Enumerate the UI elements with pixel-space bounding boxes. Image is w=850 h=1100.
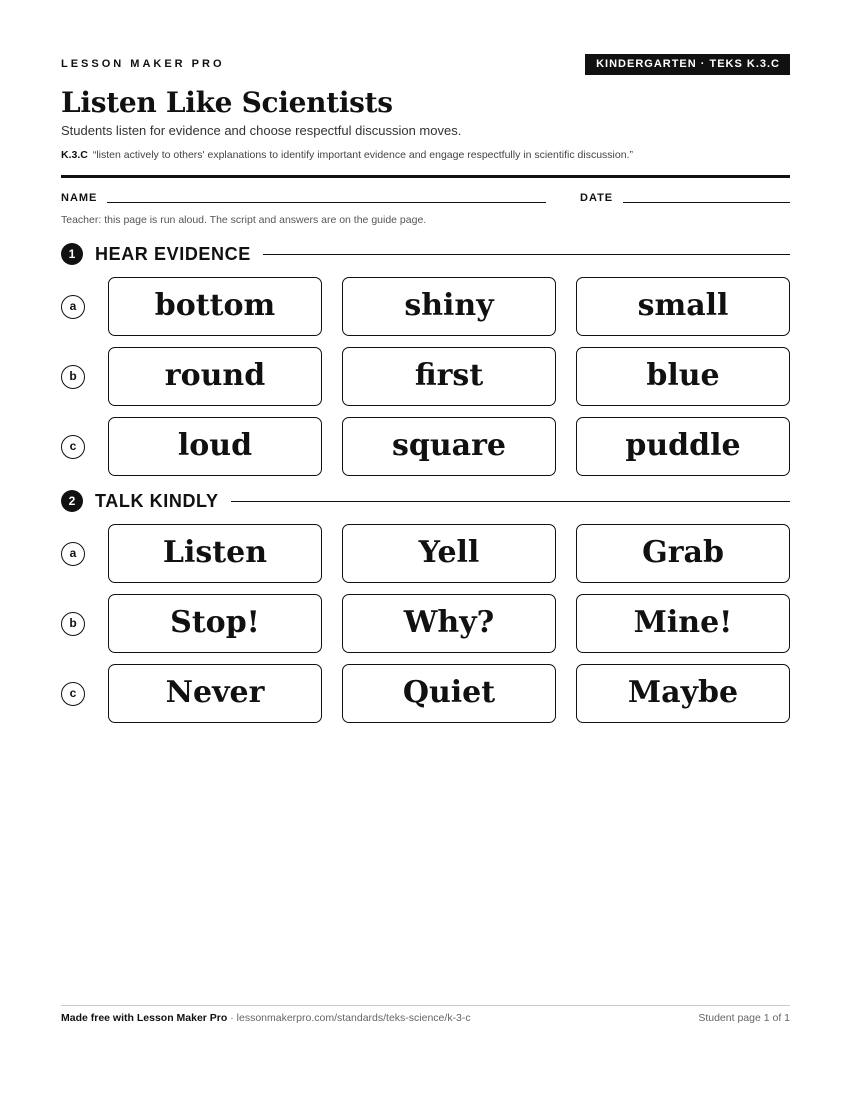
question-letter: c bbox=[61, 435, 85, 459]
question-row bbox=[61, 594, 790, 653]
question-letter: a bbox=[61, 295, 85, 319]
footer bbox=[61, 1012, 790, 1024]
choice-card[interactable]: Quiet bbox=[342, 664, 556, 723]
question-row bbox=[61, 664, 790, 723]
choice-card[interactable]: Stop! bbox=[108, 594, 322, 653]
choice-card[interactable]: Listen bbox=[108, 524, 322, 583]
choice-card[interactable]: loud bbox=[108, 417, 322, 476]
standard-statement bbox=[61, 149, 633, 161]
section-hear-evidence bbox=[61, 242, 790, 264]
standard-code: K.3.C bbox=[61, 149, 88, 161]
section-title: TALK KINDLY bbox=[95, 489, 231, 513]
question-letter: c bbox=[61, 682, 85, 706]
choice-card[interactable]: Never bbox=[108, 664, 322, 723]
question-letter: b bbox=[61, 365, 85, 389]
worksheet-page bbox=[61, 0, 790, 1100]
footer-divider bbox=[61, 1005, 790, 1006]
question-letter: b bbox=[61, 612, 85, 636]
choice-card[interactable]: Yell bbox=[342, 524, 556, 583]
grade-standard-badge: KINDERGARTEN · TEKS K.3.C bbox=[585, 54, 790, 75]
top-bar bbox=[61, 52, 790, 78]
choice-card[interactable]: first bbox=[342, 347, 556, 406]
question-letter: a bbox=[61, 542, 85, 566]
page-number: Student page 1 of 1 bbox=[698, 1012, 790, 1024]
brand-name: LESSON MAKER PRO bbox=[61, 58, 225, 70]
header-divider bbox=[61, 175, 790, 178]
choice-card[interactable]: bottom bbox=[108, 277, 322, 336]
question-row bbox=[61, 347, 790, 406]
teacher-note: Teacher: this page is run aloud. The script and answers are on the guide page. bbox=[61, 214, 427, 226]
question-row bbox=[61, 417, 790, 476]
choice-card[interactable]: shiny bbox=[342, 277, 556, 336]
standard-text: “listen actively to others' explanations to identify important evidence and engage respectfully in scientific discussion.” bbox=[92, 149, 633, 161]
section-title: HEAR EVIDENCE bbox=[95, 242, 263, 266]
choice-card[interactable]: small bbox=[576, 277, 790, 336]
name-date-row bbox=[61, 192, 790, 206]
choice-card[interactable]: square bbox=[342, 417, 556, 476]
choice-card[interactable]: puddle bbox=[576, 417, 790, 476]
name-label: NAME bbox=[61, 192, 98, 204]
choice-card[interactable]: Mine! bbox=[576, 594, 790, 653]
section-talk-kindly bbox=[61, 489, 790, 511]
footer-made-with: Made free with Lesson Maker Pro bbox=[61, 1012, 228, 1024]
section-number: 2 bbox=[61, 490, 83, 512]
name-field[interactable] bbox=[107, 202, 546, 203]
date-label: DATE bbox=[580, 192, 614, 204]
choice-card[interactable]: Grab bbox=[576, 524, 790, 583]
section-number: 1 bbox=[61, 243, 83, 265]
choice-card[interactable]: Maybe bbox=[576, 664, 790, 723]
date-field[interactable] bbox=[623, 202, 790, 203]
choice-card[interactable]: blue bbox=[576, 347, 790, 406]
question-row bbox=[61, 524, 790, 583]
choice-card[interactable]: round bbox=[108, 347, 322, 406]
choice-card[interactable]: Why? bbox=[342, 594, 556, 653]
footer-url[interactable]: · lessonmakerpro.com/standards/teks-science/k-3-c bbox=[227, 1012, 471, 1024]
page-subtitle: Students listen for evidence and choose respectful discussion moves. bbox=[61, 123, 462, 138]
page-title: Listen Like Scientists bbox=[61, 86, 393, 119]
question-row bbox=[61, 277, 790, 336]
